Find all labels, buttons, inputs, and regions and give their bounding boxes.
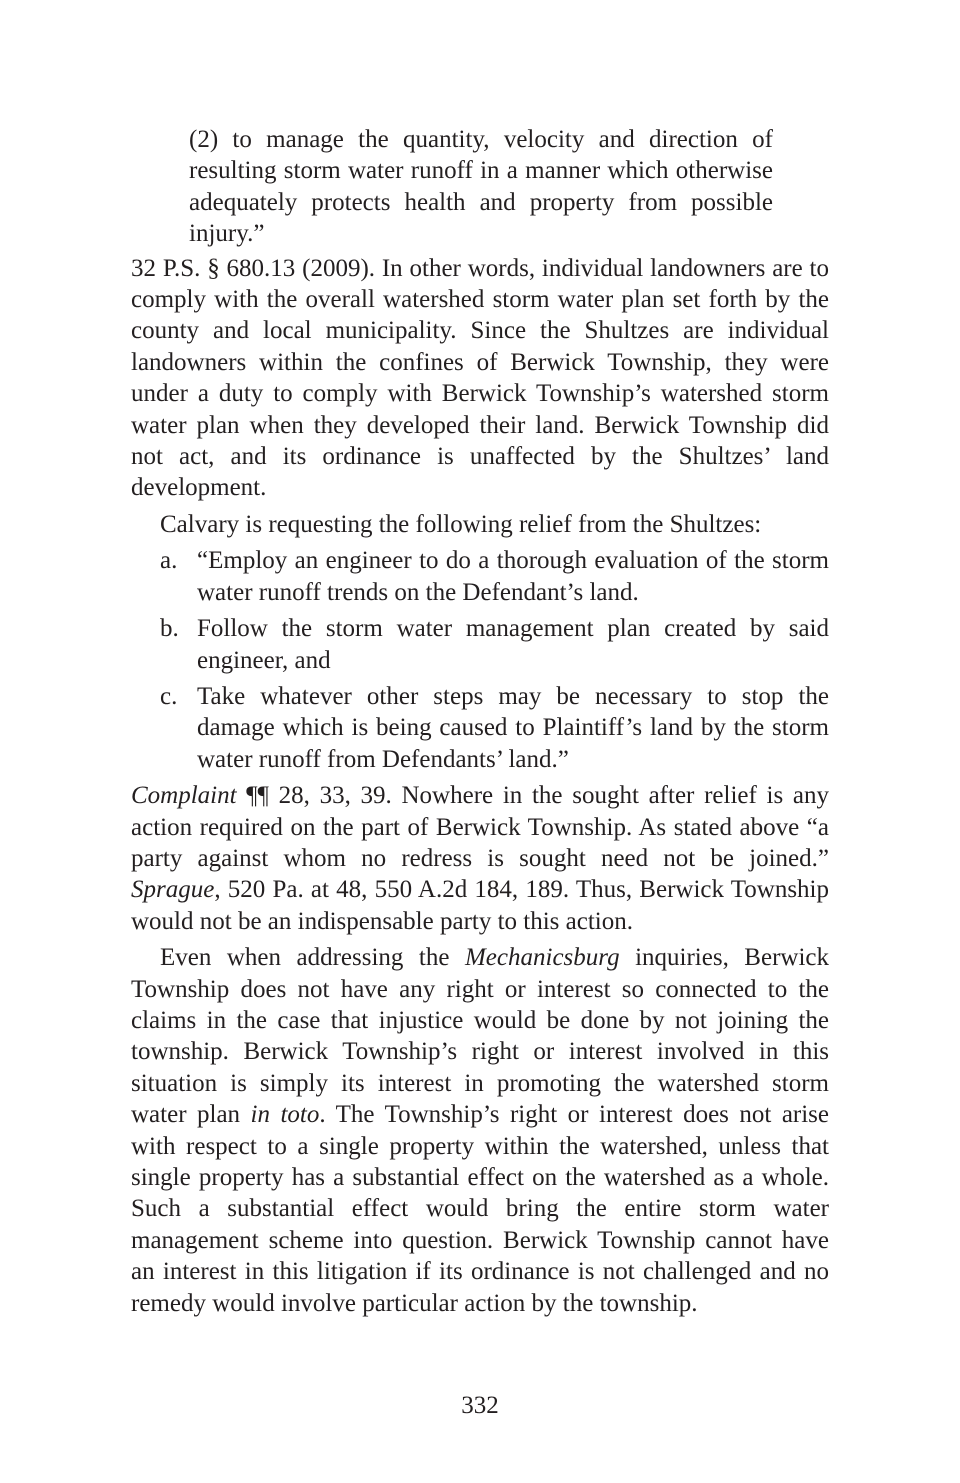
paragraph-statute-citation: 32 P.S. § 680.13 (2009). In other words, individual landowners are to comply with the overall watershed storm water plan set forth by the county and local municipality. Since the Shultzes are individual landowners within the confines of Berwick Township, they were under a duty to comply with Berwick Township’s watershed storm water plan when they developed their land. Berwick Township did not act, and its ordinance is unaffected by the Shultzes’ land development. [131, 254, 829, 502]
relief-letter: c. [160, 682, 178, 710]
paragraph-complaint [131, 780, 829, 937]
page-body [131, 124, 829, 1319]
paragraph-mechanicsburg-text-3: . The Township’s right or interest does not arise with respect to a single property within the watershed, unless that single property has a substantial effect on the watershed as a whole. Such a substantial effect would bring the entire storm water management scheme into question. Berwick Township cannot have an interest in this litigation if its ordinance is not challenged and no remedy would involve particular action by the township. [131, 1101, 830, 1317]
statute-quote: (2) to manage the quantity, velocity and direction of resulting storm water runoff in a manner which otherwise adequately protects health and property from possible injury.” [189, 126, 773, 248]
relief-letter: b. [160, 615, 179, 643]
case-name-mechanicsburg: Mechanicsburg [464, 944, 620, 972]
relief-list [131, 545, 829, 775]
relief-text: Follow the storm water management plan created by said engineer, and [197, 615, 829, 674]
paragraph-mechanicsburg-text-1: Even when addressing the [160, 944, 465, 972]
latin-in-toto: in toto [250, 1101, 320, 1129]
relief-item-c [131, 681, 829, 775]
complaint-title: Complaint [131, 782, 237, 810]
paragraph-mechanicsburg-text-2: inquiries, Berwick Township does not have any right or interest so connected to the claims in the case that injustice would be done by not joining the township. Berwick Township’s right or interest involved in this situation is simply its interest in promoting the watershed storm water plan [131, 944, 830, 1129]
case-name-sprague: Sprague [131, 876, 215, 904]
paragraph-mechanicsburg [131, 942, 829, 1319]
relief-item-a [131, 545, 829, 608]
paragraph-complaint-text-2: , 520 Pa. at 48, 550 A.2d 184, 189. Thus, Berwick Township would not be an indispensable party to this action. [131, 876, 829, 935]
relief-item-b [131, 613, 829, 676]
relief-text: Take whatever other steps may be necessary to stop the damage which is being caused to Plaintiff’s land by the storm water runoff from Defendants’ land.” [197, 682, 829, 773]
relief-text: “Employ an engineer to do a thorough evaluation of the storm water runoff trends on the Defendant’s land. [197, 547, 829, 606]
relief-letter: a. [160, 547, 178, 575]
paragraph-complaint-text-1: ¶¶ 28, 33, 39. Nowhere in the sought after relief is any action required on the part of Berwick Township. As stated above “a party against whom no redress is sought need not be joined.” [131, 782, 829, 872]
page-number: 332 [461, 1392, 499, 1419]
paragraph-relief-intro: Calvary is requesting the following relief from the Shultzes: [160, 510, 762, 538]
